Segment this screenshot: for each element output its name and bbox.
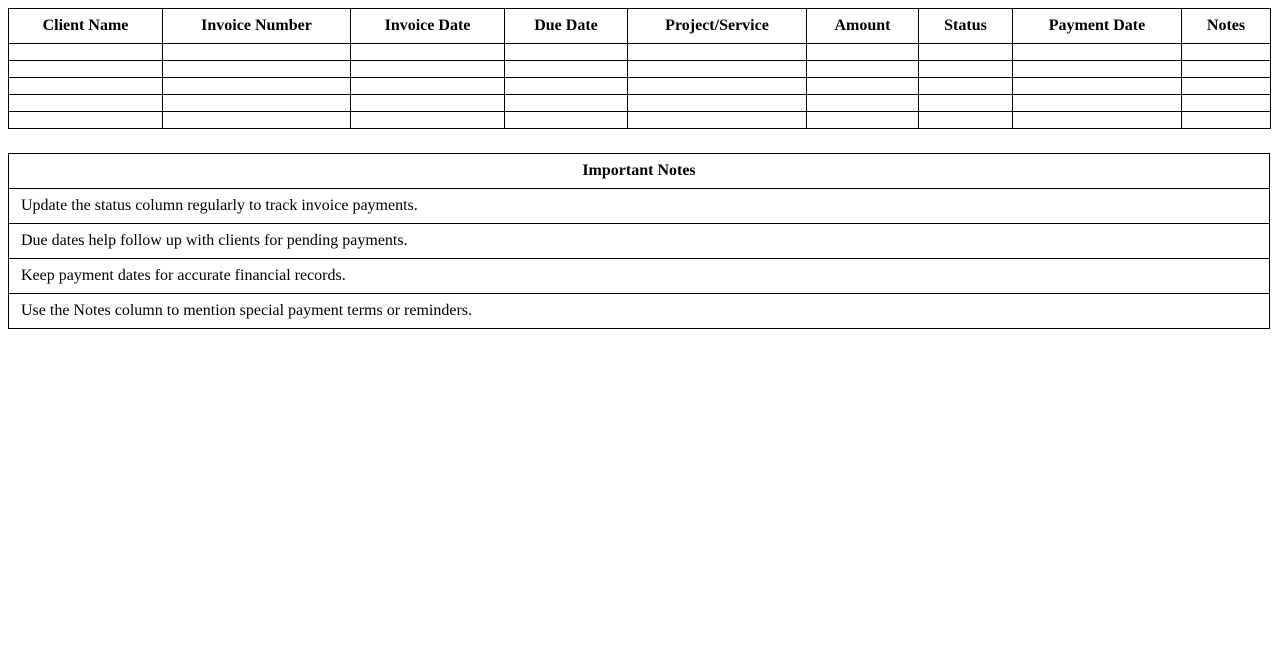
note-row bbox=[9, 189, 1270, 224]
table-cell[interactable] bbox=[807, 95, 919, 112]
note-item: Use the Notes column to mention special payment terms or reminders. bbox=[9, 294, 1270, 329]
header-status: Status bbox=[919, 9, 1013, 44]
header-invoice-date: Invoice Date bbox=[351, 9, 505, 44]
table-cell[interactable] bbox=[807, 78, 919, 95]
table-cell[interactable] bbox=[807, 61, 919, 78]
table-cell[interactable] bbox=[163, 95, 351, 112]
table-cell[interactable] bbox=[9, 112, 163, 129]
table-cell[interactable] bbox=[163, 61, 351, 78]
table-cell[interactable] bbox=[505, 95, 628, 112]
table-cell[interactable] bbox=[807, 44, 919, 61]
table-cell[interactable] bbox=[351, 112, 505, 129]
table-cell[interactable] bbox=[919, 61, 1013, 78]
table-cell[interactable] bbox=[1013, 44, 1182, 61]
note-item: Due dates help follow up with clients for pending payments. bbox=[9, 224, 1270, 259]
table-header-row bbox=[9, 9, 1271, 44]
header-invoice-number: Invoice Number bbox=[163, 9, 351, 44]
header-client-name: Client Name bbox=[9, 9, 163, 44]
table-cell[interactable] bbox=[807, 112, 919, 129]
note-row bbox=[9, 259, 1270, 294]
table-cell[interactable] bbox=[1182, 61, 1271, 78]
table-row bbox=[9, 61, 1271, 78]
header-payment-date: Payment Date bbox=[1013, 9, 1182, 44]
notes-title: Important Notes bbox=[9, 154, 1270, 189]
table-cell[interactable] bbox=[9, 61, 163, 78]
invoice-tracker-table bbox=[8, 8, 1271, 129]
table-cell[interactable] bbox=[628, 61, 807, 78]
header-project-service: Project/Service bbox=[628, 9, 807, 44]
important-notes-table bbox=[8, 153, 1270, 329]
table-row bbox=[9, 95, 1271, 112]
note-row bbox=[9, 294, 1270, 329]
table-cell[interactable] bbox=[505, 78, 628, 95]
table-cell[interactable] bbox=[1182, 95, 1271, 112]
note-item: Keep payment dates for accurate financial records. bbox=[9, 259, 1270, 294]
table-cell[interactable] bbox=[1013, 78, 1182, 95]
table-cell[interactable] bbox=[163, 44, 351, 61]
table-cell[interactable] bbox=[919, 44, 1013, 61]
table-cell[interactable] bbox=[505, 44, 628, 61]
header-amount: Amount bbox=[807, 9, 919, 44]
table-cell[interactable] bbox=[9, 95, 163, 112]
table-cell[interactable] bbox=[919, 78, 1013, 95]
table-cell[interactable] bbox=[628, 112, 807, 129]
table-cell[interactable] bbox=[351, 78, 505, 95]
note-row bbox=[9, 224, 1270, 259]
table-row bbox=[9, 44, 1271, 61]
note-item: Update the status column regularly to track invoice payments. bbox=[9, 189, 1270, 224]
table-cell[interactable] bbox=[628, 44, 807, 61]
header-due-date: Due Date bbox=[505, 9, 628, 44]
table-cell[interactable] bbox=[9, 78, 163, 95]
table-row bbox=[9, 112, 1271, 129]
table-cell[interactable] bbox=[351, 44, 505, 61]
table-cell[interactable] bbox=[1013, 61, 1182, 78]
header-notes: Notes bbox=[1182, 9, 1271, 44]
table-cell[interactable] bbox=[9, 44, 163, 61]
table-cell[interactable] bbox=[1182, 78, 1271, 95]
table-cell[interactable] bbox=[351, 95, 505, 112]
table-cell[interactable] bbox=[163, 112, 351, 129]
table-cell[interactable] bbox=[628, 78, 807, 95]
table-cell[interactable] bbox=[1013, 95, 1182, 112]
table-cell[interactable] bbox=[919, 112, 1013, 129]
notes-header-row bbox=[9, 154, 1270, 189]
table-cell[interactable] bbox=[1182, 112, 1271, 129]
table-cell[interactable] bbox=[351, 61, 505, 78]
table-cell[interactable] bbox=[505, 112, 628, 129]
table-cell[interactable] bbox=[163, 78, 351, 95]
table-cell[interactable] bbox=[628, 95, 807, 112]
table-cell[interactable] bbox=[505, 61, 628, 78]
table-row bbox=[9, 78, 1271, 95]
table-cell[interactable] bbox=[1182, 44, 1271, 61]
table-cell[interactable] bbox=[1013, 112, 1182, 129]
table-cell[interactable] bbox=[919, 95, 1013, 112]
